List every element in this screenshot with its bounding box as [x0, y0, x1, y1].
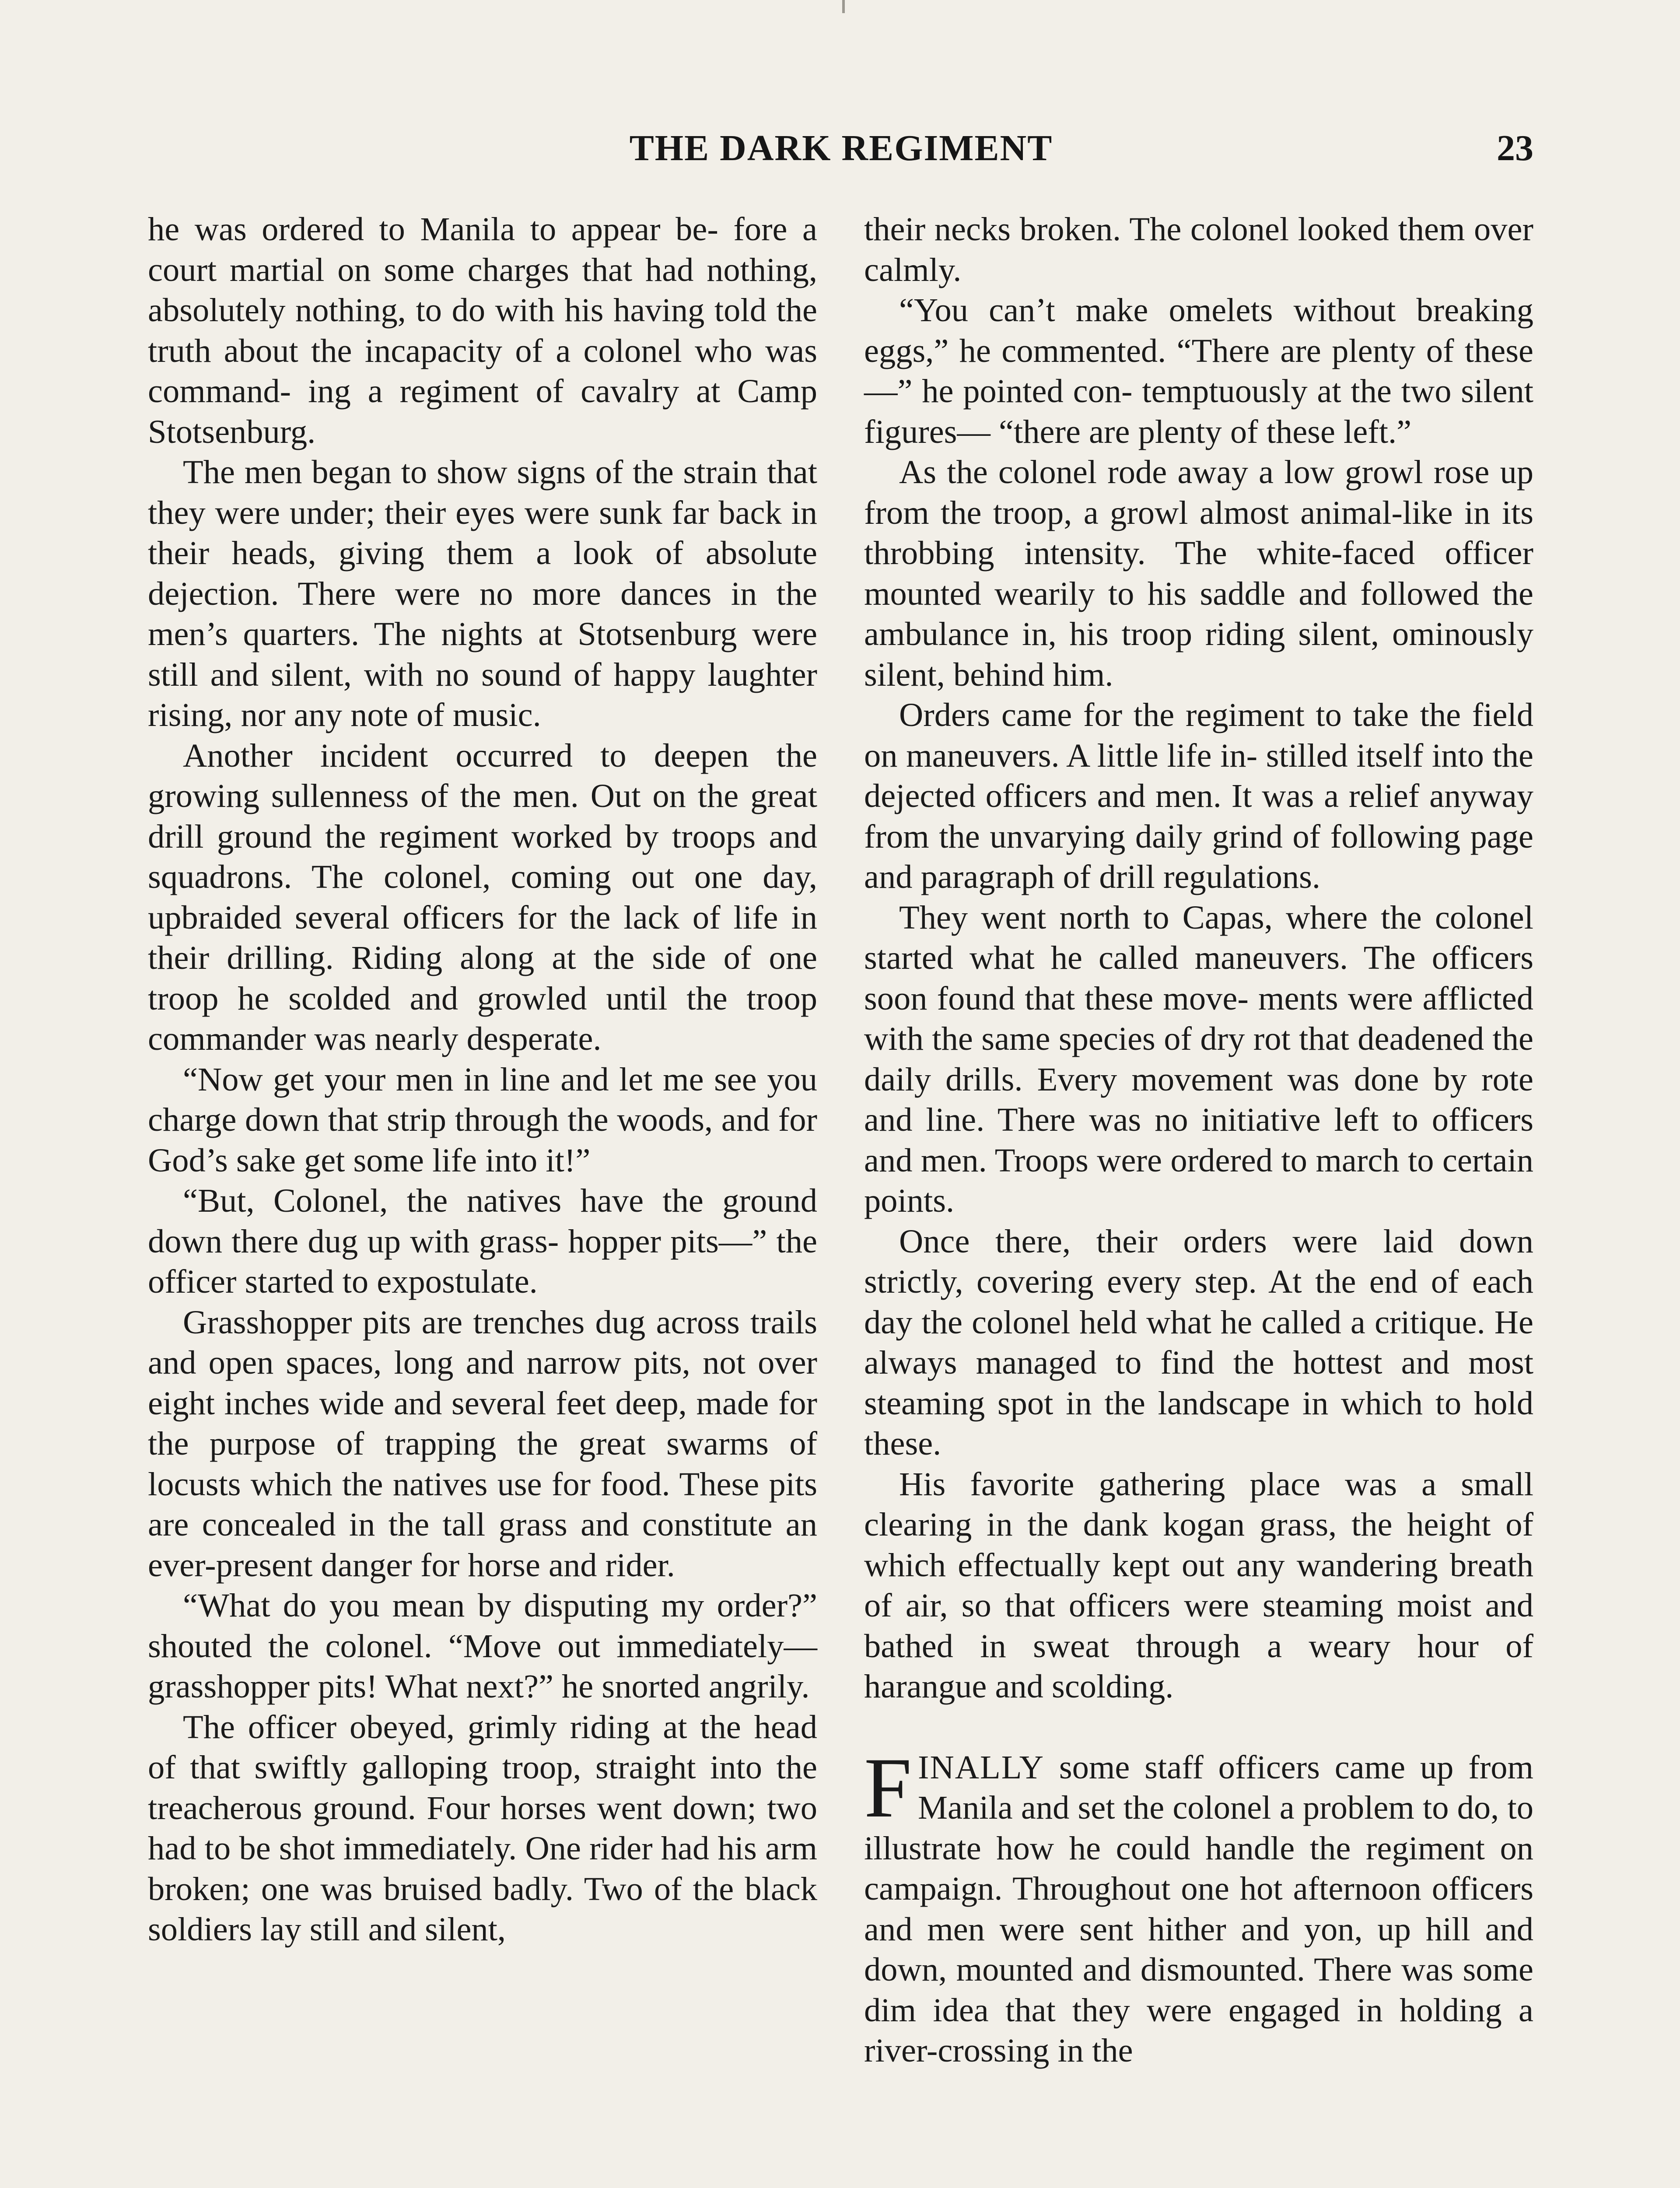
section-paragraph — [864, 1740, 1533, 2071]
paragraph: he was ordered to Manila to appear be- fore a court martial on some charges that had nothing, absolutely nothing, to do with his having told the truth about the incapacity of a colonel who was command- ing a regiment of cavalry at Camp Stotsenburg. — [148, 210, 817, 450]
left-column — [148, 209, 817, 1950]
paragraph: As the colonel rode away a low growl rose up from the troop, a growl almost animal-like in its throbbing intensity. The white-faced officer mounted wearily to his saddle and followed the ambulance in, his troop riding silent, ominously silent, behind him. — [864, 453, 1533, 693]
page-mark — [842, 0, 845, 13]
paragraph: Another incident occurred to deepen the growing sullenness of the men. Out on the great drill ground the regiment worked by troops and squadrons. The colonel, coming out one day, upbraided several officers for the lack of life in their drilling. Riding along at the side of one troop he scolded and growled until the troop commander was nearly desperate. — [148, 736, 817, 1057]
right-column — [864, 209, 1533, 2071]
paragraph: The officer obeyed, grimly riding at the head of that swiftly galloping troop, straight into the treacherous ground. Four horses went down; two had to be shot immediately. One rider had his arm broken; one was bruised badly. Two of the black soldiers lay still and silent, — [148, 1708, 817, 1948]
paragraph: their necks broken. The colonel looked them over calmly. — [864, 210, 1533, 288]
section-text: some staff officers came up from Manila and set the colonel a problem to do, to illustrate how he could handle the regiment on campaign. Throughout one hot afternoon officers and men were sent hither and yon, up hill and down, mounted and dismounted. There was some dim idea that they were engaged in holding a river-crossing in the — [864, 1748, 1533, 2069]
paragraph: Once there, their orders were laid down strictly, covering every step. At the end of each day the colonel held what he called a critique. He always managed to find the hottest and most steaming spot in the landscape in which to hold these. — [864, 1222, 1533, 1462]
paragraph: His favorite gathering place was a small clearing in the dank kogan grass, the height of which effectually kept out any wandering breath of air, so that officers were steaming moist and bathed in sweat through a weary hour of harangue and scolding. — [864, 1465, 1533, 1705]
paragraph: Orders came for the regiment to take the field on maneuvers. A little life in- stilled itself into the dejected officers and men. It was a relief anyway from the unvarying daily grind of following page and paragraph of drill regulations. — [864, 696, 1533, 895]
paragraph: “What do you mean by disputing my order?” shouted the colonel. “Move out immediately—grasshopper pits! What next?” he snorted angrily. — [148, 1587, 817, 1705]
paragraph: “But, Colonel, the natives have the ground down there dug up with grass- hopper pits—” the officer started to expostulate. — [148, 1182, 817, 1300]
paragraph: “Now get your men in line and let me see you charge down that strip through the woods, and for God’s sake get some life into it!” — [148, 1060, 817, 1179]
lead-in-smallcaps: INALLY — [918, 1748, 1045, 1786]
running-title: THE DARK REGIMENT — [629, 128, 1053, 168]
paragraph: They went north to Capas, where the colonel started what he called maneuvers. The officers soon found that these move- ments were afflicted with the same species of dry rot that deadened the daily drills. Every movement was done by rote and line. There was no initiative left to officers and men. Troops were ordered to march to certain points. — [864, 898, 1533, 1219]
paragraph: Grasshopper pits are trenches dug across trails and open spaces, long and narrow pits, not over eight inches wide and several feet deep, made for the purpose of trapping the great swarms of locusts which the natives use for food. These pits are concealed in the tall grass and constitute an ever-present danger for horse and rider. — [148, 1303, 817, 1584]
page-number: 23 — [1497, 128, 1533, 168]
paragraph: The men began to show signs of the strain that they were under; their eyes were sunk far back in their heads, giving them a look of absolute dejection. There were no more dances in the men’s quarters. The nights at Stotsenburg were still and silent, with no sound of happy laughter rising, nor any note of music. — [148, 453, 817, 733]
drop-cap: F — [864, 1740, 912, 1835]
paragraph: “You can’t make omelets without breaking eggs,” he commented. “There are plenty of these—” he pointed con- temptuously at the two silent figures— “there are plenty of these left.” — [864, 291, 1533, 450]
page-header — [149, 127, 1533, 175]
